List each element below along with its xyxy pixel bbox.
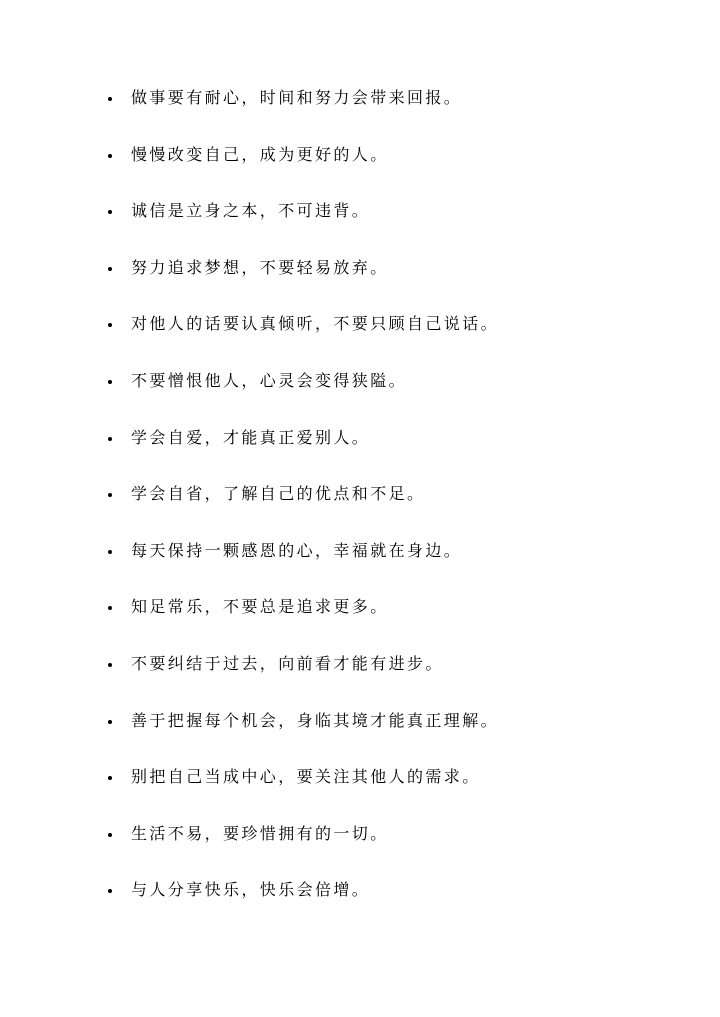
- bullet-icon: [108, 606, 112, 610]
- bullet-icon: [108, 323, 112, 327]
- bullet-icon: [108, 97, 112, 101]
- list-item-text: 别把自己当成中心，要关注其他人的需求。: [131, 767, 481, 787]
- list-item: [108, 652, 668, 709]
- bullet-icon: [108, 663, 112, 667]
- list-item: [108, 256, 668, 313]
- list-item-text: 学会自爱，才能真正爱别人。: [131, 427, 371, 447]
- list-item-text: 不要憎恨他人，心灵会变得狭隘。: [131, 370, 408, 390]
- list-item: [108, 878, 668, 935]
- bullet-icon: [108, 493, 112, 497]
- list-item: [108, 539, 668, 596]
- bullet-icon: [108, 833, 112, 837]
- bullet-icon: [108, 720, 112, 724]
- list-item-text: 善于把握每个机会，身临其境才能真正理解。: [131, 710, 500, 730]
- list-item: [108, 482, 668, 539]
- list-item: [108, 369, 668, 426]
- list-item: [108, 595, 668, 652]
- list-item: [108, 822, 668, 879]
- list-item-text: 每天保持一颗感恩的心，幸福就在身边。: [131, 540, 463, 560]
- list-item-text: 对他人的话要认真倾听，不要只顾自己说话。: [131, 314, 500, 334]
- bullet-icon: [108, 550, 112, 554]
- list-item: [108, 709, 668, 766]
- list-item-text: 慢慢改变自己，成为更好的人。: [131, 144, 389, 164]
- list-item-text: 做事要有耐心，时间和努力会带来回报。: [131, 88, 463, 107]
- bullet-icon: [108, 776, 112, 780]
- bullet-icon: [108, 267, 112, 271]
- list-item-text: 不要纠结于过去，向前看才能有进步。: [131, 653, 444, 673]
- list-item-text: 诚信是立身之本，不可违背。: [131, 201, 371, 221]
- list-item-text: 知足常乐，不要总是追求更多。: [131, 597, 389, 617]
- list-item: [108, 143, 668, 200]
- list-item: [108, 86, 668, 143]
- list-item-text: 生活不易，要珍惜拥有的一切。: [131, 823, 389, 843]
- list-item: [108, 199, 668, 256]
- bullet-icon: [108, 889, 112, 893]
- list-item: [108, 426, 668, 483]
- bullet-icon: [108, 380, 112, 384]
- bullet-list: [108, 86, 668, 935]
- bullet-icon: [108, 437, 112, 441]
- list-item-text: 与人分享快乐，快乐会倍增。: [131, 880, 371, 900]
- bullet-icon: [108, 154, 112, 158]
- list-item-text: 学会自省，了解自己的优点和不足。: [131, 484, 426, 504]
- list-item: [108, 765, 668, 822]
- bullet-icon: [108, 210, 112, 214]
- list-item-text: 努力追求梦想，不要轻易放弃。: [131, 257, 389, 277]
- list-item: [108, 312, 668, 369]
